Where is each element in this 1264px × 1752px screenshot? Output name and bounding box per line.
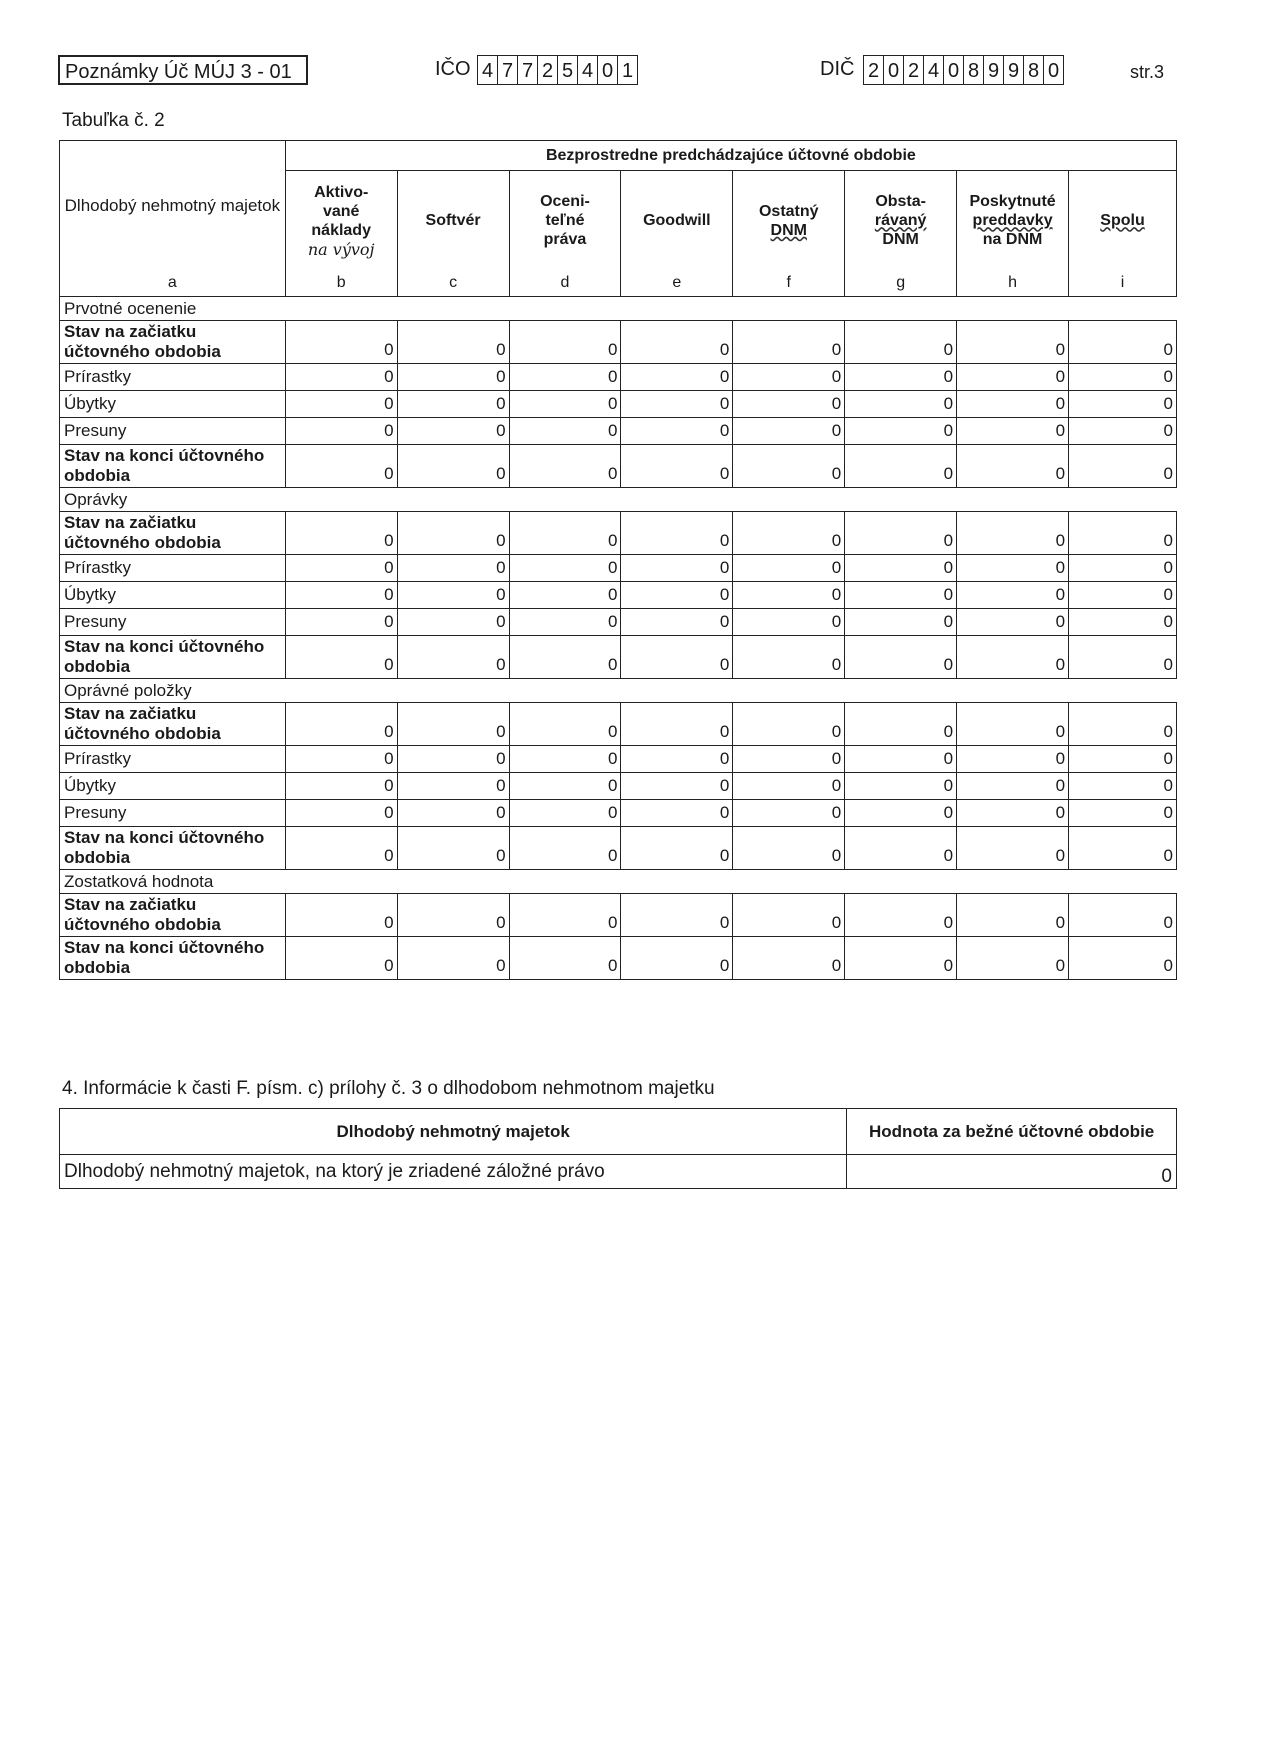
row-label: Úbytky — [60, 773, 286, 800]
dic-label: DIČ — [820, 58, 855, 80]
cell-value: 0 — [509, 703, 621, 746]
cell-value: 0 — [285, 703, 397, 746]
col-letter-c: c — [397, 271, 509, 297]
cell-value: 0 — [1069, 746, 1177, 773]
cell-value: 0 — [845, 703, 957, 746]
table-row — [60, 445, 1177, 488]
cell-value: 0 — [397, 582, 509, 609]
table-row — [60, 827, 1177, 870]
cell-value: 0 — [621, 636, 733, 679]
col-letter-i: i — [1069, 271, 1177, 297]
cell-value: 0 — [397, 703, 509, 746]
digit-box: 2 — [904, 55, 924, 85]
col-header-d: Oceni- teľné práva — [509, 171, 621, 271]
cell-value: 0 — [845, 800, 957, 827]
cell-value: 0 — [285, 364, 397, 391]
cell-value: 0 — [957, 609, 1069, 636]
table-row — [60, 746, 1177, 773]
cell-value: 0 — [285, 445, 397, 488]
cell-value: 0 — [957, 703, 1069, 746]
cell-value: 0 — [509, 418, 621, 445]
cell-value: 0 — [845, 445, 957, 488]
cell-value: 0 — [509, 512, 621, 555]
col-header-b: Aktivo- vané náklady na vývoj — [285, 171, 397, 271]
cell-value: 0 — [285, 391, 397, 418]
table-row — [60, 391, 1177, 418]
table-row — [60, 800, 1177, 827]
cell-value: 0 — [957, 391, 1069, 418]
cell-value: 0 — [957, 582, 1069, 609]
col-header-c: Softvér — [397, 171, 509, 271]
row-label: Presuny — [60, 418, 286, 445]
cell-value: 0 — [845, 364, 957, 391]
row-label: Presuny — [60, 609, 286, 636]
cell-value: 0 — [621, 582, 733, 609]
cell-value: 0 — [733, 937, 845, 980]
cell-value: 0 — [285, 773, 397, 800]
cell-value: 0 — [733, 321, 845, 364]
section4-col2-header: Hodnota za bežné účtovné obdobie — [847, 1109, 1177, 1155]
cell-value: 0 — [733, 703, 845, 746]
digit-box: 8 — [1024, 55, 1044, 85]
section4-row-value: 0 — [847, 1155, 1177, 1189]
cell-value: 0 — [285, 636, 397, 679]
cell-value: 0 — [845, 582, 957, 609]
col-header-f: Ostatný DNM — [733, 171, 845, 271]
row-label: Stav na konci účtovného obdobia — [60, 445, 286, 488]
cell-value: 0 — [733, 445, 845, 488]
section-title: Zostatková hodnota — [60, 870, 1177, 894]
cell-value: 0 — [957, 555, 1069, 582]
table-row — [60, 582, 1177, 609]
cell-value: 0 — [733, 609, 845, 636]
cell-value: 0 — [509, 445, 621, 488]
row-label: Stav na konci účtovného obdobia — [60, 827, 286, 870]
section-row — [60, 679, 1177, 703]
cell-value: 0 — [1069, 894, 1177, 937]
cell-value: 0 — [285, 894, 397, 937]
cell-value: 0 — [621, 703, 733, 746]
period-header: Bezprostredne predchádzajúce účtovné obdobie — [285, 141, 1176, 171]
col-letter-b: b — [285, 271, 397, 297]
table-row — [60, 418, 1177, 445]
digit-box: 5 — [558, 55, 578, 85]
cell-value: 0 — [621, 937, 733, 980]
digit-box: 9 — [1004, 55, 1024, 85]
cell-value: 0 — [397, 321, 509, 364]
col-header-h: Poskytnuté preddavky na DNM — [957, 171, 1069, 271]
cell-value: 0 — [509, 321, 621, 364]
table-row — [60, 773, 1177, 800]
cell-value: 0 — [397, 894, 509, 937]
row-label: Stav na začiatku účtovného obdobia — [60, 321, 286, 364]
digit-box: 0 — [944, 55, 964, 85]
cell-value: 0 — [845, 609, 957, 636]
cell-value: 0 — [621, 827, 733, 870]
row-label: Úbytky — [60, 391, 286, 418]
cell-value: 0 — [733, 512, 845, 555]
cell-value: 0 — [509, 636, 621, 679]
row-label: Stav na začiatku účtovného obdobia — [60, 703, 286, 746]
cell-value: 0 — [397, 800, 509, 827]
digit-box: 2 — [538, 55, 558, 85]
cell-value: 0 — [733, 636, 845, 679]
ico-label: IČO — [435, 58, 471, 80]
cell-value: 0 — [1069, 364, 1177, 391]
cell-value: 0 — [1069, 800, 1177, 827]
digit-box: 9 — [984, 55, 1004, 85]
col-letter-d: d — [509, 271, 621, 297]
section-title: Oprávky — [60, 488, 1177, 512]
cell-value: 0 — [621, 746, 733, 773]
page-number: str.3 — [1130, 62, 1165, 82]
cell-value: 0 — [1069, 391, 1177, 418]
cell-value: 0 — [285, 418, 397, 445]
digit-box: 7 — [518, 55, 538, 85]
cell-value: 0 — [509, 582, 621, 609]
row-label: Presuny — [60, 800, 286, 827]
cell-value: 0 — [957, 894, 1069, 937]
cell-value: 0 — [845, 773, 957, 800]
cell-value: 0 — [845, 321, 957, 364]
cell-value: 0 — [621, 391, 733, 418]
col-header-g: Obsta- rávaný DNM — [845, 171, 957, 271]
cell-value: 0 — [733, 391, 845, 418]
cell-value: 0 — [1069, 582, 1177, 609]
row-label: Stav na konci účtovného obdobia — [60, 636, 286, 679]
cell-value: 0 — [845, 827, 957, 870]
digit-box: 8 — [964, 55, 984, 85]
section4-row-label: Dlhodobý nehmotný majetok, na ktorý je zriadené záložné právo — [60, 1155, 847, 1189]
col-letter-e: e — [621, 271, 733, 297]
cell-value: 0 — [957, 800, 1069, 827]
cell-value: 0 — [1069, 937, 1177, 980]
cell-value: 0 — [621, 364, 733, 391]
cell-value: 0 — [845, 418, 957, 445]
cell-value: 0 — [285, 321, 397, 364]
cell-value: 0 — [509, 937, 621, 980]
cell-value: 0 — [957, 937, 1069, 980]
cell-value: 0 — [845, 894, 957, 937]
cell-value: 0 — [397, 512, 509, 555]
cell-value: 0 — [845, 746, 957, 773]
section-row — [60, 297, 1177, 321]
cell-value: 0 — [285, 827, 397, 870]
cell-value: 0 — [621, 445, 733, 488]
cell-value: 0 — [397, 555, 509, 582]
cell-value: 0 — [957, 321, 1069, 364]
table-row — [60, 364, 1177, 391]
cell-value: 0 — [397, 937, 509, 980]
table-pledged-dnm — [59, 1108, 1177, 1189]
cell-value: 0 — [845, 512, 957, 555]
cell-value: 0 — [621, 800, 733, 827]
cell-value: 0 — [1069, 512, 1177, 555]
cell-value: 0 — [621, 609, 733, 636]
cell-value: 0 — [733, 827, 845, 870]
digit-box: 4 — [924, 55, 944, 85]
cell-value: 0 — [957, 445, 1069, 488]
cell-value: 0 — [957, 827, 1069, 870]
table-row — [60, 609, 1177, 636]
cell-value: 0 — [509, 609, 621, 636]
cell-value: 0 — [509, 894, 621, 937]
col-header-i: Spolu — [1069, 171, 1177, 271]
cell-value: 0 — [285, 800, 397, 827]
row-label: Stav na začiatku účtovného obdobia — [60, 512, 286, 555]
digit-box: 0 — [884, 55, 904, 85]
table-caption: Tabuľka č. 2 — [62, 110, 165, 131]
cell-value: 0 — [285, 555, 397, 582]
cell-value: 0 — [509, 746, 621, 773]
section-row — [60, 870, 1177, 894]
table-row — [60, 512, 1177, 555]
table-row — [60, 321, 1177, 364]
form-label: Poznámky Úč MÚJ 3 - 01 — [58, 55, 308, 85]
cell-value: 0 — [1069, 321, 1177, 364]
cell-value: 0 — [733, 555, 845, 582]
cell-value: 0 — [957, 746, 1069, 773]
cell-value: 0 — [285, 746, 397, 773]
cell-value: 0 — [733, 894, 845, 937]
cell-value: 0 — [845, 937, 957, 980]
cell-value: 0 — [845, 555, 957, 582]
cell-value: 0 — [1069, 703, 1177, 746]
cell-value: 0 — [733, 800, 845, 827]
cell-value: 0 — [509, 391, 621, 418]
cell-value: 0 — [397, 364, 509, 391]
digit-box: 7 — [498, 55, 518, 85]
cell-value: 0 — [733, 364, 845, 391]
cell-value: 0 — [1069, 773, 1177, 800]
cell-value: 0 — [957, 773, 1069, 800]
digit-box: 4 — [578, 55, 598, 85]
cell-value: 0 — [509, 555, 621, 582]
col-letter-a: a — [60, 271, 286, 297]
table-row — [60, 555, 1177, 582]
cell-value: 0 — [397, 445, 509, 488]
cell-value: 0 — [621, 512, 733, 555]
cell-value: 0 — [621, 321, 733, 364]
table-row — [60, 703, 1177, 746]
cell-value: 0 — [733, 582, 845, 609]
row-label: Stav na konci účtovného obdobia — [60, 937, 286, 980]
col-header-e: Goodwill — [621, 171, 733, 271]
cell-value: 0 — [957, 418, 1069, 445]
cell-value: 0 — [397, 827, 509, 870]
cell-value: 0 — [397, 609, 509, 636]
section4-col1-header: Dlhodobý nehmotný majetok — [60, 1109, 847, 1155]
col-header-a: Dlhodobý nehmotný majetok — [60, 141, 286, 271]
cell-value: 0 — [621, 555, 733, 582]
table-row — [60, 894, 1177, 937]
cell-value: 0 — [1069, 555, 1177, 582]
col-letter-g: g — [845, 271, 957, 297]
cell-value: 0 — [285, 609, 397, 636]
cell-value: 0 — [397, 391, 509, 418]
cell-value: 0 — [397, 746, 509, 773]
cell-value: 0 — [1069, 609, 1177, 636]
table-row — [60, 937, 1177, 980]
cell-value: 0 — [1069, 445, 1177, 488]
cell-value: 0 — [397, 773, 509, 800]
section4-title: 4. Informácie k časti F. písm. c) prílohy č. 3 o dlhodobom nehmotnom majetku — [62, 1078, 715, 1099]
row-label: Stav na začiatku účtovného obdobia — [60, 894, 286, 937]
digit-box: 0 — [1044, 55, 1064, 85]
cell-value: 0 — [1069, 827, 1177, 870]
table-dnm-movements — [59, 140, 1177, 980]
cell-value: 0 — [957, 364, 1069, 391]
cell-value: 0 — [845, 391, 957, 418]
cell-value: 0 — [957, 636, 1069, 679]
cell-value: 0 — [397, 636, 509, 679]
row-label: Úbytky — [60, 582, 286, 609]
cell-value: 0 — [285, 582, 397, 609]
cell-value: 0 — [509, 364, 621, 391]
section-row — [60, 488, 1177, 512]
cell-value: 0 — [845, 636, 957, 679]
row-label: Prírastky — [60, 555, 286, 582]
section-title: Prvotné ocenenie — [60, 297, 1177, 321]
cell-value: 0 — [397, 418, 509, 445]
table-row — [60, 636, 1177, 679]
digit-box: 2 — [864, 55, 884, 85]
cell-value: 0 — [957, 512, 1069, 555]
cell-value: 0 — [733, 773, 845, 800]
cell-value: 0 — [733, 418, 845, 445]
digit-box: 1 — [618, 55, 638, 85]
cell-value: 0 — [285, 937, 397, 980]
row-label: Prírastky — [60, 364, 286, 391]
col-letter-f: f — [733, 271, 845, 297]
cell-value: 0 — [1069, 418, 1177, 445]
dic-digits — [863, 55, 1064, 85]
cell-value: 0 — [1069, 636, 1177, 679]
col-letter-h: h — [957, 271, 1069, 297]
cell-value: 0 — [285, 512, 397, 555]
cell-value: 0 — [621, 418, 733, 445]
ico-digits — [477, 55, 638, 85]
section-title: Oprávné položky — [60, 679, 1177, 703]
digit-box: 4 — [478, 55, 498, 85]
digit-box: 0 — [598, 55, 618, 85]
row-label: Prírastky — [60, 746, 286, 773]
cell-value: 0 — [509, 827, 621, 870]
cell-value: 0 — [509, 800, 621, 827]
cell-value: 0 — [509, 773, 621, 800]
cell-value: 0 — [621, 894, 733, 937]
cell-value: 0 — [733, 746, 845, 773]
cell-value: 0 — [621, 773, 733, 800]
